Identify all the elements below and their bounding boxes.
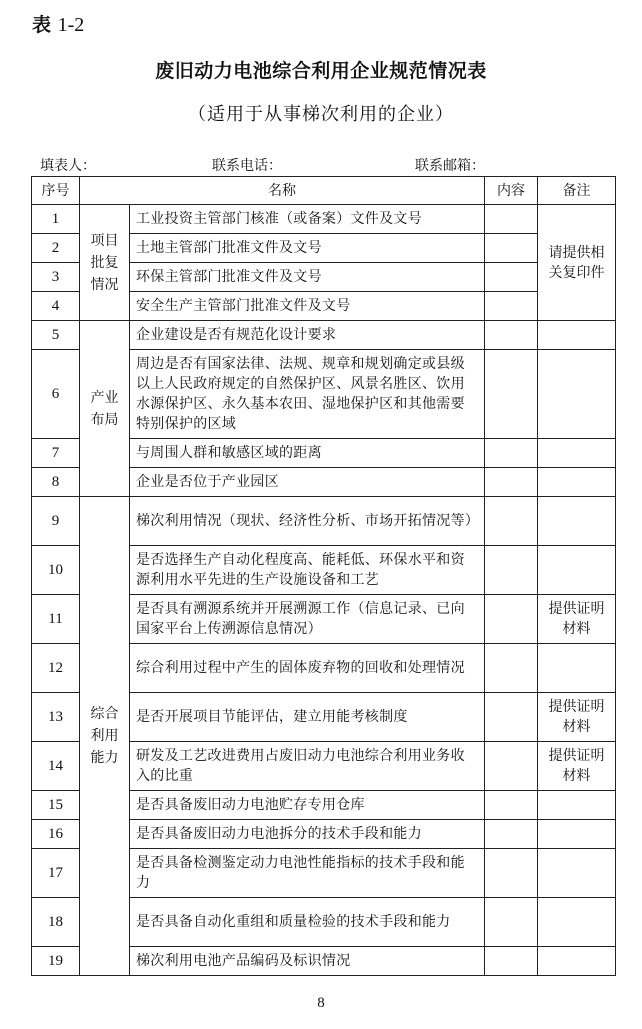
- row-name: 工业投资主管部门核准（或备案）文件及文号: [130, 205, 485, 234]
- row-content-cell[interactable]: [485, 693, 538, 742]
- row-content-cell[interactable]: [485, 595, 538, 644]
- row-name: 环保主管部门批准文件及文号: [130, 263, 485, 292]
- row-name: 安全生产主管部门批准文件及文号: [130, 292, 485, 321]
- row-name: 是否具备自动化重组和质量检验的技术手段和能力: [130, 898, 485, 947]
- row-name: 是否开展项目节能评估，建立用能考核制度: [130, 693, 485, 742]
- row-number: 2: [32, 234, 80, 263]
- row-content-cell[interactable]: [485, 292, 538, 321]
- row-content-cell[interactable]: [485, 742, 538, 791]
- row-content-cell[interactable]: [485, 350, 538, 439]
- row-note: [538, 350, 616, 439]
- row-name: 与周围人群和敏感区域的距离: [130, 439, 485, 468]
- row-note: [538, 546, 616, 595]
- row-number: 14: [32, 742, 80, 791]
- header-no: 序号: [32, 177, 80, 205]
- table-label-prefix: 表: [32, 14, 52, 36]
- row-note: [538, 947, 616, 976]
- row-content-cell[interactable]: [485, 439, 538, 468]
- row-name: 是否选择生产自动化程度高、能耗低、环保水平和资源利用水平先进的生产设施设备和工艺: [130, 546, 485, 595]
- row-note: [538, 439, 616, 468]
- row-content-cell[interactable]: [485, 820, 538, 849]
- row-content-cell[interactable]: [485, 791, 538, 820]
- specification-table: [31, 176, 616, 976]
- row-note: [538, 898, 616, 947]
- row-note: [538, 820, 616, 849]
- row-name: 周边是否有国家法律、法规、规章和规划确定或县级以上人民政府规定的自然保护区、风景名胜区、饮用水源保护区、永久基本农田、湿地保护区和其他需要特别保护的区域: [130, 350, 485, 439]
- email-field-label: 联系邮箱：: [415, 158, 485, 174]
- row-name: 是否具备检测鉴定动力电池性能指标的技术手段和能力: [130, 849, 485, 898]
- document-title: 废旧动力电池综合利用企业规范情况表: [155, 60, 487, 82]
- row-note: [538, 321, 616, 350]
- row-number: 15: [32, 791, 80, 820]
- header-note: 备注: [538, 177, 616, 205]
- table-row: [32, 205, 616, 234]
- row-number: 19: [32, 947, 80, 976]
- row-number: 16: [32, 820, 80, 849]
- row-content-cell[interactable]: [485, 234, 538, 263]
- row-content-cell[interactable]: [485, 497, 538, 546]
- table-row: [32, 321, 616, 350]
- row-name: 土地主管部门批准文件及文号: [130, 234, 485, 263]
- table-header-row: [32, 177, 616, 205]
- row-number: 8: [32, 468, 80, 497]
- row-note: [538, 468, 616, 497]
- row-note: [538, 497, 616, 546]
- category-layout: 产业布局: [80, 321, 130, 497]
- row-number: 1: [32, 205, 80, 234]
- row-name: 企业建设是否有规范化设计要求: [130, 321, 485, 350]
- row-content-cell[interactable]: [485, 644, 538, 693]
- row-number: 4: [32, 292, 80, 321]
- header-name: 名称: [80, 177, 485, 205]
- row-number: 6: [32, 350, 80, 439]
- row-content-cell[interactable]: [485, 898, 538, 947]
- row-content-cell[interactable]: [485, 468, 538, 497]
- row-number: 17: [32, 849, 80, 898]
- row-content-cell[interactable]: [485, 263, 538, 292]
- document-subtitle: （适用于从事梯次利用的企业）: [188, 104, 454, 125]
- row-name: 企业是否位于产业园区: [130, 468, 485, 497]
- row-number: 3: [32, 263, 80, 292]
- row-name: 综合利用过程中产生的固体废弃物的回收和处理情况: [130, 644, 485, 693]
- page-number: 8: [317, 995, 325, 1011]
- row-number: 9: [32, 497, 80, 546]
- row-number: 12: [32, 644, 80, 693]
- row-number: 18: [32, 898, 80, 947]
- row-note: 提供证明材料: [538, 742, 616, 791]
- category-capability: 综合利用能力: [80, 497, 130, 976]
- table-label-number: 1-2: [57, 14, 85, 36]
- table-label: [32, 10, 84, 37]
- row-content-cell[interactable]: [485, 849, 538, 898]
- row-name: 梯次利用电池产品编码及标识情况: [130, 947, 485, 976]
- row-note: [538, 849, 616, 898]
- row-number: 11: [32, 595, 80, 644]
- row-content-cell[interactable]: [485, 205, 538, 234]
- row-note: [538, 791, 616, 820]
- row-content-cell[interactable]: [485, 321, 538, 350]
- row-name: 是否具有溯源系统并开展溯源工作（信息记录、已向国家平台上传溯源信息情况）: [130, 595, 485, 644]
- row-note: [538, 644, 616, 693]
- row-name: 是否具备废旧动力电池贮存专用仓库: [130, 791, 485, 820]
- category-approval: 项目批复情况: [80, 205, 130, 321]
- row-number: 13: [32, 693, 80, 742]
- row-content-cell[interactable]: [485, 546, 538, 595]
- row-note: 提供证明材料: [538, 693, 616, 742]
- row-number: 10: [32, 546, 80, 595]
- row-number: 7: [32, 439, 80, 468]
- filler-field-label: 填表人：: [40, 158, 96, 174]
- row-content-cell[interactable]: [485, 947, 538, 976]
- row-name: 研发及工艺改进费用占废旧动力电池综合利用业务收入的比重: [130, 742, 485, 791]
- table-row: [32, 497, 616, 546]
- phone-field-label: 联系电话：: [212, 158, 282, 174]
- header-content: 内容: [485, 177, 538, 205]
- row-number: 5: [32, 321, 80, 350]
- row-name: 是否具备废旧动力电池拆分的技术手段和能力: [130, 820, 485, 849]
- row-name: 梯次利用情况（现状、经济性分析、市场开拓情况等）: [130, 497, 485, 546]
- approval-note: 请提供相关复印件: [538, 205, 616, 321]
- row-note: 提供证明材料: [538, 595, 616, 644]
